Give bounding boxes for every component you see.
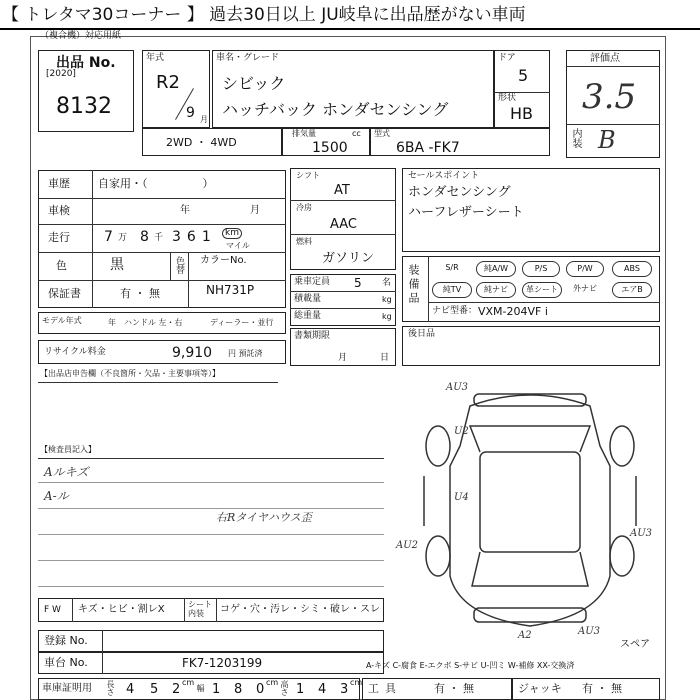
mileage-man-unit: 万 [118, 233, 128, 243]
load-unit: kg [382, 295, 392, 304]
history-value: 自家用・（ ） [98, 177, 214, 190]
width-cm: cm [266, 678, 279, 687]
score-label: 評価点 [590, 53, 620, 64]
year-label: 年式 [146, 53, 165, 63]
mark-1: AU3 [446, 382, 469, 393]
score-value: 3.5 [582, 77, 637, 117]
rear-window [472, 552, 588, 586]
color-change-label: 色替 [174, 256, 184, 274]
color-value: 黒 [110, 257, 124, 273]
rear-seat-label: 後日品 [408, 329, 436, 339]
score-divider [566, 66, 660, 67]
chassis-label: 車台 No. [44, 656, 88, 669]
windshield [470, 426, 590, 452]
fuel-value: ガソリン [322, 251, 375, 266]
sheet-note: （複合機）対応用紙 [40, 31, 122, 41]
gross-unit: kg [382, 312, 392, 321]
height-d3: 3 [340, 682, 349, 697]
equip-alloy-wheel: 純A/W [476, 261, 516, 277]
nav-model-label: ナビ型番： [432, 306, 478, 316]
row-line [290, 200, 396, 201]
row-line [290, 234, 396, 235]
equip-pw: P/W [566, 261, 604, 277]
body-outline [450, 395, 610, 626]
wheel-rl [426, 536, 450, 576]
capacity-unit: 名 [382, 278, 392, 288]
mileage-man: 7 [104, 229, 113, 245]
history-label: 車歴 [48, 177, 70, 190]
damage-marks [395, 382, 652, 641]
mark-5: AU3 [630, 528, 653, 539]
mark-6: A2 [518, 630, 532, 641]
row-line [38, 280, 286, 281]
displacement-label: 排気量 [292, 129, 316, 138]
load-label: 積載量 [294, 294, 322, 304]
fw-value: キズ・ヒビ・割レX [78, 604, 165, 615]
shift-value: AT [334, 183, 350, 198]
width-d1: 1 [212, 682, 221, 697]
inspector-note-3: 右Rタイヤハウス歪 [216, 511, 312, 524]
displacement-value: 1500 [312, 140, 348, 156]
inspection-month: 月 [250, 205, 260, 216]
color-code: NH731P [206, 283, 255, 297]
lot-number: 8132 [56, 94, 112, 119]
interior-value: B [598, 126, 616, 154]
mark-7: AU3 [578, 626, 601, 637]
model-code-value: 6BA -FK7 [396, 140, 460, 156]
inspector-note-2: A-ル [44, 489, 69, 503]
seller-notes-label: 【出品店申告欄（不良箇所・欠品・主要事項等）】 [40, 369, 220, 378]
displacement-unit: cc [352, 129, 361, 138]
lot-year-tag: [2020] [46, 69, 76, 79]
row-line [38, 224, 286, 225]
banner-title: 【 トレタマ30コーナー 】 過去30日以上 JU岐阜に出品歴がない車両 [0, 0, 700, 30]
mileage-label: 走行 [48, 231, 70, 244]
lot-label: 出品 No. [56, 55, 116, 71]
mileage-km-unit: km [222, 228, 242, 239]
col-line [102, 630, 103, 652]
nav-model-value: VXM-204VF i [478, 305, 548, 318]
vehicle-grade: ハッチバック ホンダセンシング [222, 100, 449, 119]
row-line [38, 458, 384, 459]
shape-value: HB [510, 104, 534, 123]
wheel-fl [426, 426, 450, 466]
spare-label: スペア [620, 639, 650, 650]
length-label: 長さ [106, 680, 115, 696]
row-line [38, 560, 384, 561]
wheel-rr [610, 536, 634, 576]
row-line [290, 291, 396, 292]
tools-label: 工具 [368, 682, 402, 695]
mark-4: AU2 [396, 540, 419, 551]
capacity-value: 5 [354, 276, 362, 290]
col-line [184, 598, 185, 622]
seat-label: シート内装 [188, 600, 212, 618]
registration-box [38, 630, 384, 652]
mileage-mile-unit: マイル [226, 241, 250, 250]
recycle-label: リサイクル料金 [44, 347, 106, 357]
col-line [72, 598, 73, 622]
height-d2: 4 [318, 682, 327, 697]
col-line [428, 256, 429, 322]
equip-airbag: エアB [612, 282, 652, 298]
capacity-label: 乗車定員 [294, 277, 331, 287]
mileage-rest: 361 [172, 229, 217, 245]
equip-ext-nav: 外ナビ [573, 284, 597, 293]
row-line [38, 586, 384, 587]
inspection-year: 年 [180, 205, 190, 216]
gross-label: 総重量 [294, 311, 322, 321]
shape-label: 形状 [498, 93, 517, 103]
fw-label: F W [44, 605, 61, 615]
vehicle-name: シビック [222, 74, 286, 93]
rear-bumper [474, 608, 586, 622]
row-line [290, 308, 396, 309]
inspector-note-1: Aルキズ [44, 465, 89, 479]
model-code-label: 型式 [374, 129, 390, 138]
equip-tv: 純TV [432, 282, 472, 298]
length-d1: 4 [126, 682, 135, 697]
color-code-label: カラーNo. [200, 255, 247, 266]
width-d3: 0 [256, 682, 265, 697]
length-d3: 2 [172, 682, 181, 697]
model-meta-year: 年 [108, 318, 116, 327]
vehicle-label: 車名・グレード [216, 53, 280, 63]
equip-sr: S/R [445, 263, 459, 272]
certificate-label: 車庫証明用 [42, 683, 92, 694]
mileage-sen: 8 [140, 229, 149, 245]
row-line [38, 252, 286, 253]
wheel-fr [610, 426, 634, 466]
docs-month: 月 [338, 353, 348, 363]
car-diagram [396, 376, 662, 642]
row-line [428, 302, 660, 303]
height-label: 高さ [280, 680, 289, 696]
row-line [38, 382, 278, 383]
width-label: 幅 [196, 684, 205, 692]
col-line [102, 652, 103, 674]
shift-label: シフト [296, 171, 320, 180]
mark-2: U2 [454, 426, 469, 437]
seat-value: コゲ・穴・汚レ・シミ・破レ・スレ [220, 604, 380, 615]
mark-3: U4 [454, 492, 469, 503]
row-line [38, 198, 286, 199]
ac-label: 冷房 [296, 203, 312, 212]
col-line [92, 170, 93, 308]
model-meta-dealer: ディーラー・並行 [210, 318, 274, 327]
jack-label: ジャッキ [518, 682, 562, 695]
drive-value: 2WD ・ 4WD [166, 136, 237, 149]
ac-value: AAC [330, 217, 357, 232]
sales-label: セールスポイント [408, 171, 480, 181]
col-line [170, 252, 171, 280]
length-cm: cm [182, 678, 195, 687]
col-line [188, 252, 189, 308]
inspector-label: 【検査員記入】 [40, 445, 96, 454]
year-month: 9 [186, 105, 195, 121]
chassis-value: FK7-1203199 [182, 656, 263, 670]
door-value: 5 [518, 66, 529, 85]
equip-ps: P/S [522, 261, 560, 277]
roof-outline [480, 452, 580, 552]
row-line [38, 534, 384, 535]
tools-value: 有 ・ 無 [434, 682, 474, 695]
year-era: R2 [156, 72, 180, 93]
warranty-label: 保証書 [48, 287, 81, 300]
recycle-unit: 円 預託済 [228, 349, 263, 358]
equip-nav: 純ナビ [476, 282, 516, 298]
row-line [38, 508, 384, 509]
height-cm: cm [350, 678, 363, 687]
length-d2: 5 [150, 682, 159, 697]
interior-divider [566, 124, 660, 125]
sales-point-1: ホンダセンシング [408, 185, 511, 200]
equipment-label: 装備品 [407, 264, 420, 306]
color-label: 色 [56, 259, 67, 272]
col-line [216, 598, 217, 622]
jack-value: 有 ・ 無 [582, 682, 622, 695]
registration-label: 登録 No. [44, 634, 88, 647]
interior-label: 内装 [570, 128, 581, 148]
mileage-sen-unit: 千 [154, 233, 164, 243]
recycle-value: 9,910 [172, 345, 213, 361]
height-d1: 1 [296, 682, 305, 697]
fuel-label: 燃料 [296, 237, 312, 246]
model-meta-handle: ハンドル 左・右 [124, 318, 183, 327]
door-label: ドア [498, 53, 516, 63]
rear-seat-box [402, 326, 660, 366]
row-line [38, 482, 384, 483]
sales-point-2: ハーフレザーシート [408, 205, 524, 220]
docs-label: 書類期限 [294, 331, 331, 341]
inspection-label: 車検 [48, 204, 70, 217]
equip-abs: ABS [612, 261, 652, 277]
year-month-unit: 月 [200, 115, 208, 124]
damage-legend: A-キズ C-腐食 E-エクボ S-サビ U-凹ミ W-補修 XX-交換済 [366, 661, 575, 670]
model-meta-label: モデル年式 [42, 316, 82, 325]
width-d2: 8 [234, 682, 243, 697]
equip-leather: 革シート [522, 282, 562, 298]
warranty-value: 有 ・ 無 [120, 287, 160, 300]
docs-day: 日 [380, 353, 390, 363]
